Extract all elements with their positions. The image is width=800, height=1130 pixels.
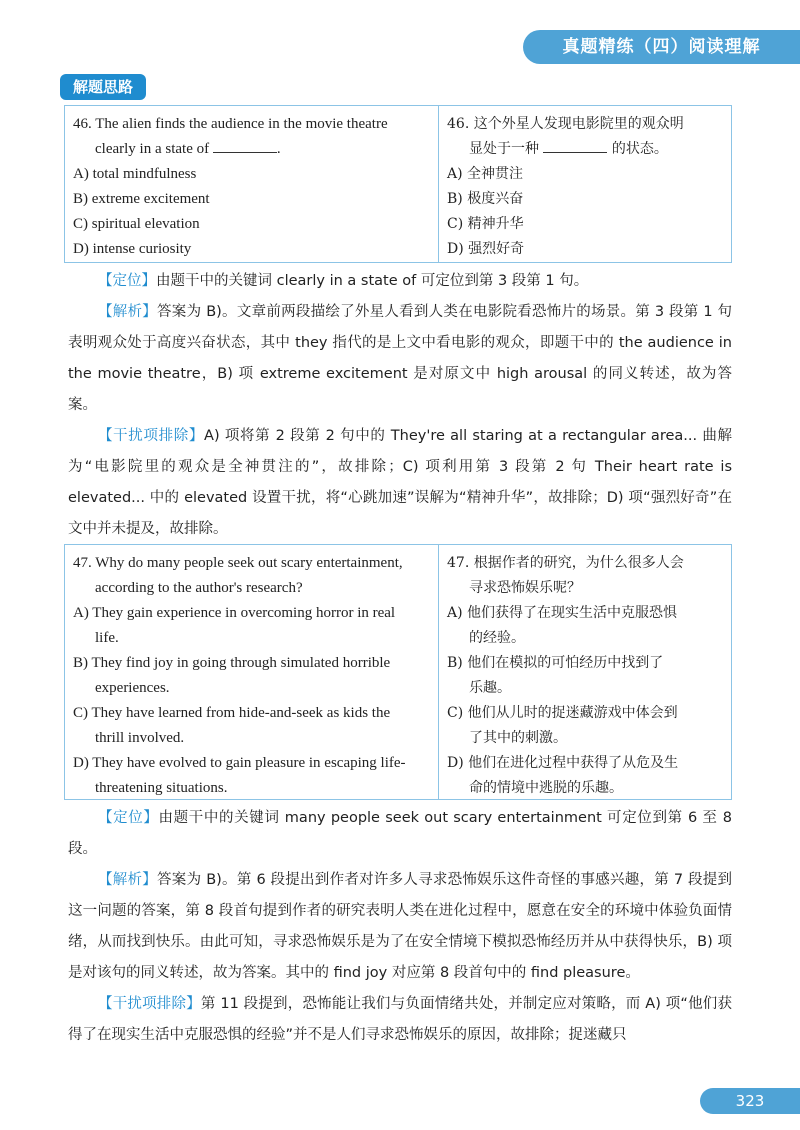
q47-option-c-en: C) They have learned from hide-and-seek as kids the <box>73 705 391 721</box>
q47-analysis <box>68 803 732 1051</box>
q46-locate: 【定位】由题干中的关键词 clearly in a state of 可定位到第 3 段第 1 句。 <box>98 273 589 289</box>
explain-tag: 【解析】 <box>98 304 158 320</box>
q47-option-a-zh: A) 他们获得了在现实生活中克服恐惧 <box>447 605 678 621</box>
q47-option-a-en: A) They gain experience in overcoming horror in real <box>73 605 396 621</box>
q47-stem-zh: 47. 根据作者的研究，为什么很多人会 <box>447 555 684 571</box>
q47-option-c-zh: C) 他们从儿时的捉迷藏游戏中体会到 <box>447 705 678 721</box>
q46-stem-zh: 46. 这个外星人发现电影院里的观众明 <box>447 116 684 132</box>
q46-option-b-zh: B) 极度兴奋 <box>447 191 524 207</box>
q47-option-d-zh: D) 他们在进化过程中获得了从危及生 <box>447 755 679 771</box>
q46-option-c-zh: C) 精神升华 <box>447 216 524 232</box>
q47-option-b-zh: B) 他们在模拟的可怕经历中找到了 <box>447 655 664 671</box>
q47-table <box>64 544 732 800</box>
q46-chinese <box>439 106 731 262</box>
page-number: 323 <box>700 1088 800 1114</box>
q46-option-d-en: D) intense curiosity <box>73 241 192 257</box>
q46-option-b-en: B) extreme excitement <box>73 191 210 207</box>
q47-chinese: 47. 根据作者的研究，为什么很多人会 寻求恐怖娱乐呢？ A) 他们获得了在现实生活中克服恐惧 的经验。 B) 他们在模拟的可怕经历中找到了 乐趣。 C) 他们从儿时的捉迷藏游戏中体会到 了其中的刺激。 D) 他们在进化过程中获得了从危及生 命的情境中逃脱的乐趣。 <box>439 545 731 799</box>
q47-option-d-en: D) They have evolved to gain pleasure in escaping life- <box>73 755 406 771</box>
q47-english: 47. Why do many people seek out scary entertainment, according to the author's research? A) They gain experience in overcoming horror in real life. B) They find joy in going through simulated horrible experiences. C) They have learned from hide-and-seek as kids the thrill involved. D) They have evolved to gain pleasure in escaping life- threatening situations. <box>65 545 439 799</box>
q46-stem-en: 46. The alien finds the audience in the movie theatre <box>73 116 388 132</box>
q46-explain: 【解析】答案为 B)。文章前两段描绘了外星人看到人类在电影院看恐怖片的场景。第 3 段第 1 句表明观众处于高度兴奋状态，其中 they 指代的是上文中看电影的观众，即题干中的 the audience in the movie theatre，B) 项 extreme excitement 是对原文中 high arousal 的同义转述，故为答案。 <box>68 304 732 413</box>
answer-blank <box>213 140 277 153</box>
distract-tag: 【干扰项排除】 <box>98 996 201 1012</box>
q47-explain: 【解析】答案为 B)。第 6 段提出到作者对许多人寻求恐怖娱乐这件奇怪的事感兴趣，第 7 段提到这一问题的答案，第 8 段首句提到作者的研究表明人类在进化过程中，愿意在安全的环境中体验负面情绪，从而找到快乐。由此可知，寻求恐怖娱乐是为了在安全情境下模拟恐怖经历并从中获得快乐，B) 项是对该句的同义转述，故为答案。其中的 find joy 对应第 8 段首句中的 find pleasure。 <box>68 872 732 981</box>
section-tag: 解题思路 <box>60 74 146 100</box>
locate-tag: 【定位】 <box>98 810 159 826</box>
q47-option-b-en: B) They find joy in going through simulated horrible <box>73 655 391 671</box>
q46-stem-en-2: clearly in a state of . <box>95 141 281 157</box>
q46-english <box>65 106 439 262</box>
distract-tag: 【干扰项排除】 <box>98 428 205 444</box>
locate-tag: 【定位】 <box>98 273 156 289</box>
q46-option-a-zh: A) 全神贯注 <box>447 166 524 182</box>
answer-blank <box>543 140 607 153</box>
q46-option-d-zh: D) 强烈好奇 <box>447 241 525 257</box>
q47-locate: 【定位】由题干中的关键词 many people seek out scary entertainment 可定位到第 6 至 8 段。 <box>68 810 733 857</box>
q46-option-c-en: C) spiritual elevation <box>73 216 200 232</box>
q47-distractors: 【干扰项排除】第 11 段提到，恐怖能让我们与负面情绪共处，并制定应对策略，而 A) 项“他们获得了在现实生活中克服恐惧的经验”并不是人们寻求恐怖娱乐的原因，故排除；捉迷藏只 <box>68 996 732 1043</box>
chapter-header: 真题精练（四）阅读理解 <box>523 30 800 64</box>
explain-tag: 【解析】 <box>98 872 158 888</box>
q47-stem-en-2: according to the author's research? <box>95 580 303 596</box>
q46-analysis <box>68 266 732 545</box>
q46-table <box>64 105 732 263</box>
q46-stem-zh-2: 显处于一种 的状态。 <box>469 141 668 157</box>
q46-distractors: 【干扰项排除】A) 项将第 2 段第 2 句中的 They're all staring at a rectangular area... 曲解为“电影院里的观众是全神贯注的”，故排除；C) 项利用第 3 段第 2 句 Their heart rate is elevated... 中的 elevated 设置干扰，将“心跳加速”误解为“精神升华”，故排除；D) 项“强烈好奇”在文中并未提及，故排除。 <box>68 428 732 537</box>
q47-stem-en: 47. Why do many people seek out scary entertainment, <box>73 555 403 571</box>
q47-stem-zh-2: 寻求恐怖娱乐呢？ <box>469 580 581 596</box>
q46-option-a-en: A) total mindfulness <box>73 166 197 182</box>
